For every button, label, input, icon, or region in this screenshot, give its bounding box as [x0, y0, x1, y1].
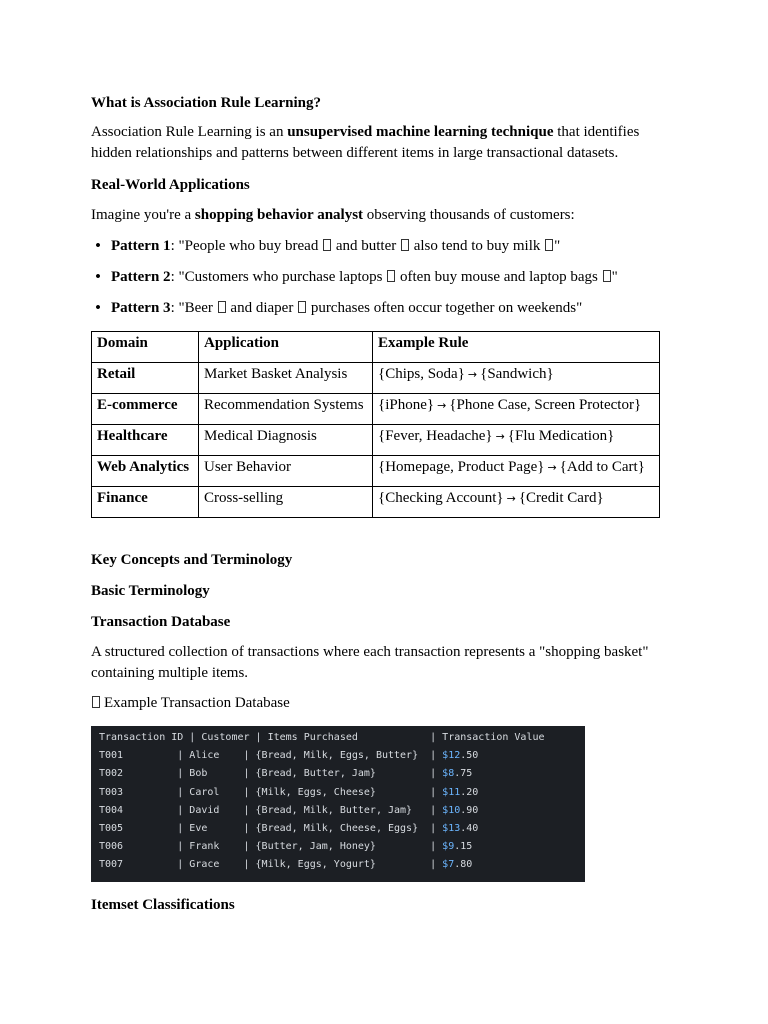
code-row-dollars: $10 [442, 804, 461, 816]
table-header-domain: Domain [92, 332, 199, 363]
table-cell-domain: Retail [92, 363, 199, 394]
applications-table [91, 331, 660, 518]
rule-consequent: {Credit Card} [518, 490, 604, 506]
code-row-text: T003 | Carol | {Milk, Eggs, Cheese} | [99, 786, 443, 798]
pattern-text: purchases often occur together on weekends" [307, 300, 583, 316]
table-cell-rule [373, 363, 660, 394]
pattern-label: Pattern 3 [111, 300, 171, 316]
right-arrow-icon: → [547, 461, 557, 474]
code-row [99, 765, 585, 783]
right-arrow-icon: → [506, 492, 516, 505]
code-row-dollars: $8 [442, 768, 455, 780]
table-row [92, 487, 660, 518]
table-cell-application: Cross-selling [199, 487, 373, 518]
code-row [99, 784, 585, 802]
pattern-text: " [554, 238, 561, 254]
rule-antecedent: {Chips, Soda} [378, 366, 465, 382]
table-row [92, 456, 660, 487]
code-row-text: T006 | Frank | {Butter, Jam, Honey} | [99, 841, 443, 853]
clipboard-emoji-icon [92, 696, 100, 708]
pattern-item-3 [95, 298, 583, 318]
table-cell-application: Recommendation Systems [199, 394, 373, 425]
pattern-text: : "People who buy bread [170, 238, 323, 254]
imagine-text-pre: Imagine you're a [91, 207, 195, 223]
imagine-text-post: observing thousands of customers: [363, 207, 575, 223]
rule-consequent: {Sandwich} [480, 366, 554, 382]
rule-consequent: {Phone Case, Screen Protector} [449, 397, 642, 413]
code-row-cents: .40 [460, 822, 479, 834]
pattern-text: often buy mouse and laptop bags [396, 269, 602, 285]
table-header-row [92, 332, 660, 363]
table-cell-domain: E-commerce [92, 394, 199, 425]
right-arrow-icon: → [467, 368, 478, 381]
heading-itemset-classifications: Itemset Classifications [91, 897, 235, 913]
bread-emoji-icon [323, 239, 331, 251]
table-cell-domain: Healthcare [92, 425, 199, 456]
code-row-cents: .50 [460, 750, 479, 762]
bullet-icon: • [95, 300, 101, 316]
table-cell-rule [373, 394, 660, 425]
rule-antecedent: {iPhone} [378, 397, 435, 413]
right-arrow-icon: → [437, 399, 447, 412]
diaper-emoji-icon [298, 301, 306, 313]
code-row-dollars: $12 [442, 750, 461, 762]
imagine-paragraph [91, 205, 661, 226]
rule-antecedent: {Checking Account} [378, 490, 504, 506]
code-row-dollars: $9 [442, 841, 455, 853]
heading-real-world-applications: Real-World Applications [91, 177, 250, 193]
intro-paragraph [91, 122, 661, 164]
table-row [92, 394, 660, 425]
pattern-text: also tend to buy milk [409, 238, 545, 254]
code-row-text: T007 | Grace | {Milk, Eggs, Yogurt} | [99, 859, 443, 871]
code-row-text: T004 | David | {Bread, Milk, Butter, Jam} | [99, 804, 443, 816]
code-row-dollars: $7 [442, 859, 455, 871]
code-row-cents: .20 [460, 786, 479, 798]
right-arrow-icon: → [495, 430, 505, 443]
rule-consequent: {Flu Medication} [507, 428, 615, 444]
table-cell-domain: Finance [92, 487, 199, 518]
transaction-database-description: A structured collection of transactions where each transaction represents a "shopping basket" containing multiple items. [91, 644, 649, 681]
heading-key-concepts: Key Concepts and Terminology [91, 552, 293, 568]
pattern-item-1 [95, 236, 561, 256]
code-row-text: T005 | Eve | {Bread, Milk, Cheese, Eggs} | [99, 822, 443, 834]
pattern-text: " [611, 269, 618, 285]
table-cell-rule [373, 487, 660, 518]
heading-basic-terminology: Basic Terminology [91, 583, 210, 599]
pattern-text: : "Customers who purchase laptops [170, 269, 387, 285]
code-row-cents: .75 [454, 768, 473, 780]
code-row [99, 856, 585, 874]
beer-emoji-icon [218, 301, 226, 313]
rule-antecedent: {Fever, Headache} [378, 428, 493, 444]
table-cell-application: User Behavior [199, 456, 373, 487]
pattern-text: : "Beer [170, 300, 217, 316]
code-row-dollars: $11 [442, 786, 461, 798]
table-header-application: Application [199, 332, 373, 363]
intro-text-post: that identifies hidden relationships and patterns between different items in large transactional datasets. [91, 124, 640, 161]
rule-antecedent: {Homepage, Product Page} [378, 459, 545, 475]
imagine-text-bold: shopping behavior analyst [194, 207, 364, 223]
heading-transaction-database: Transaction Database [91, 614, 231, 630]
code-row-text: T001 | Alice | {Bread, Milk, Eggs, Butter} | [99, 750, 443, 762]
code-row [99, 802, 585, 820]
example-label [91, 693, 661, 714]
table-row [92, 363, 660, 394]
pattern-label: Pattern 2 [111, 269, 171, 285]
code-row-text: T002 | Bob | {Bread, Butter, Jam} | [99, 768, 443, 780]
example-label-text: Example Transaction Database [104, 695, 290, 711]
table-cell-rule [373, 456, 660, 487]
table-cell-application: Medical Diagnosis [199, 425, 373, 456]
pattern-text: and diaper [226, 300, 298, 316]
table-cell-domain: Web Analytics [92, 456, 199, 487]
intro-text-pre: Association Rule Learning is an [91, 124, 288, 140]
laptop-emoji-icon [387, 270, 395, 282]
table-row [92, 425, 660, 456]
milk-emoji-icon [545, 239, 553, 251]
code-row [99, 838, 585, 856]
code-row-cents: .80 [454, 859, 473, 871]
code-row-dollars: $13 [442, 822, 461, 834]
butter-emoji-icon [401, 239, 409, 251]
intro-text-bold: unsupervised machine learning technique [287, 124, 554, 140]
bag-emoji-icon [603, 270, 611, 282]
pattern-item-2 [95, 267, 618, 287]
table-cell-application: Market Basket Analysis [199, 363, 373, 394]
code-row-cents: .90 [460, 804, 479, 816]
rule-consequent: {Add to Cart} [559, 459, 645, 475]
heading-what-is-arl: What is Association Rule Learning? [91, 95, 322, 111]
pattern-text: and butter [332, 238, 400, 254]
bullet-icon: • [95, 269, 101, 285]
transaction-code-block [91, 726, 585, 882]
code-row [99, 747, 585, 765]
table-header-example-rule: Example Rule [373, 332, 660, 363]
code-row-cents: .15 [454, 841, 473, 853]
table-cell-rule [373, 425, 660, 456]
code-row [99, 820, 585, 838]
bullet-icon: • [95, 238, 101, 254]
pattern-label: Pattern 1 [111, 238, 171, 254]
code-header-row: Transaction ID | Customer | Items Purchased | Transaction Value [99, 732, 545, 743]
